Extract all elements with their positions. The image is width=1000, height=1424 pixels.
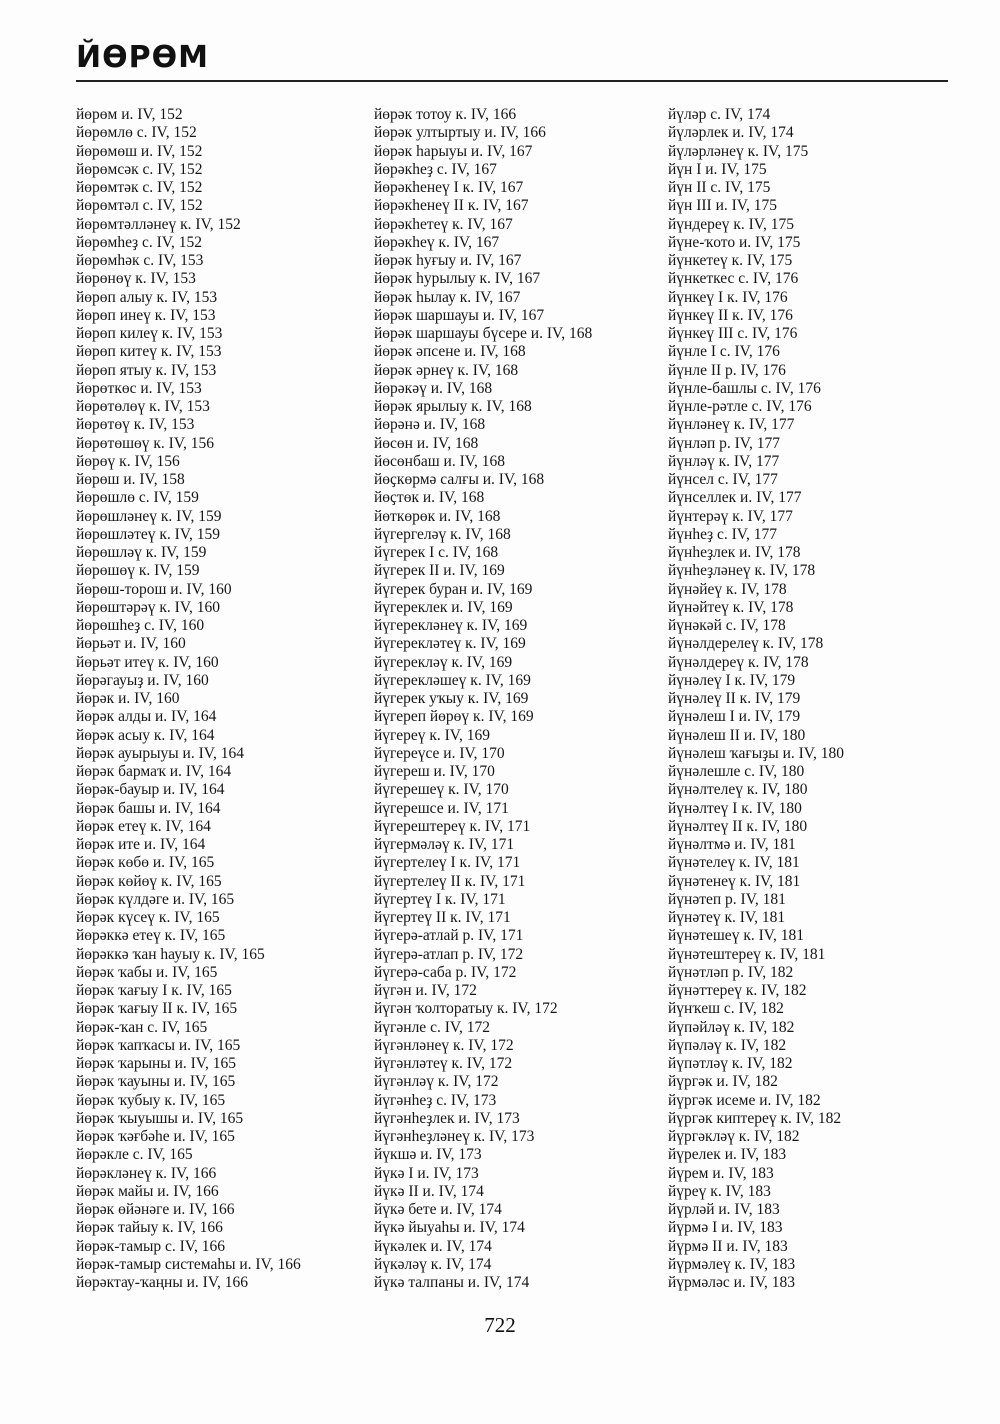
- index-entry: йөрәк ҡабы и. IV, 165: [76, 963, 218, 981]
- index-entry: йөрөү к. IV, 156: [76, 452, 180, 470]
- index-entry: йүгереү к. IV, 169: [374, 726, 490, 744]
- index-entry: йүнәтештереү к. IV, 181: [668, 945, 826, 963]
- index-entry: йөрәк тайыу к. IV, 166: [76, 1219, 223, 1237]
- index-entry: йүн III и. IV, 175: [668, 197, 777, 215]
- index-entry: йүн I и. IV, 175: [668, 160, 767, 178]
- index-entry: йүкә I и. IV, 173: [374, 1164, 479, 1182]
- index-entry: йөрәк әпсене и. IV, 168: [374, 343, 526, 361]
- index-entry: йүләрлек и. IV, 174: [668, 124, 794, 142]
- index-entry: йүгертеү II к. IV, 171: [374, 909, 511, 926]
- index-entry: йүнселлек и. IV, 177: [668, 489, 802, 507]
- index-entry: йөрәк ҡарыны и. IV, 165: [76, 1055, 236, 1072]
- index-entry: йүнле-башлы с. IV, 176: [668, 379, 821, 397]
- index-entry: йөрәк ҡағыу II к. IV, 165: [76, 1000, 238, 1018]
- index-entry: йөрәк ите и. IV, 164: [76, 836, 206, 853]
- index-entry: йөрөп ятыу к. IV, 153: [76, 361, 217, 379]
- index-entry: йөрөшлө с. IV, 159: [76, 489, 199, 507]
- index-entry: йөрөм и. IV, 152: [76, 106, 183, 123]
- index-entry: йүнәттереү к. IV, 182: [668, 982, 807, 999]
- index-entry: йүнҡеш с. IV, 182: [668, 1000, 784, 1018]
- index-entry: йүнәтеп р. IV, 181: [668, 890, 786, 908]
- index-entry: йөрәкле с. IV, 165: [76, 1146, 193, 1164]
- index-entry: йүреү к. IV, 183: [668, 1182, 771, 1200]
- index-entry: йүгерек уҡыу к. IV, 169: [374, 690, 529, 707]
- index-entry: йүнәйеү к. IV, 178: [668, 580, 787, 598]
- index-entry: йүгерә-атлап р. IV, 172: [374, 945, 524, 963]
- index-entry: йөрөмөш и. IV, 152: [76, 142, 203, 160]
- index-entry: йүгерекләтеү к. IV, 169: [374, 635, 526, 653]
- running-head: ЙӨРӨМ: [76, 40, 209, 75]
- index-entry: йүгертеү I к. IV, 171: [374, 890, 506, 908]
- index-entry: йөрөп алыу к. IV, 153: [76, 288, 218, 306]
- index-entry: йүнәтенеү к. IV, 181: [668, 872, 801, 890]
- index-entry: йүгерешсе и. IV, 171: [374, 799, 509, 817]
- index-entry: йөткөрөк и. IV, 168: [374, 507, 501, 525]
- index-entry: йөрәк ҡағыу I к. IV, 165: [76, 982, 232, 999]
- index-entry: йөрәк асыу к. IV, 164: [76, 726, 215, 744]
- index-entry: йөрәк һарыуы и. IV, 167: [374, 142, 533, 160]
- index-entry: йөрәк ултыртыу и. IV, 166: [374, 124, 546, 142]
- index-entry: йүгерек I с. IV, 168: [374, 544, 499, 561]
- index-entry: йүпәләү к. IV, 182: [668, 1036, 787, 1054]
- index-entry: йүнәтләп р. IV, 182: [668, 963, 794, 981]
- index-entry: йүгереш и. IV, 170: [374, 763, 495, 780]
- index-entry: йөрәк әрнеү к. IV, 168: [374, 361, 519, 379]
- index-entry: йөрәк етеү к. IV, 164: [76, 817, 211, 835]
- index-entry: йүрмәлеү к. IV, 183: [668, 1255, 796, 1273]
- index-entry: йүпәйләү к. IV, 182: [668, 1018, 795, 1036]
- index-entry: йөрөшһеҙ с. IV, 160: [76, 617, 205, 634]
- index-entry: йүнләү к. IV, 177: [668, 452, 780, 470]
- index-entry: йүкшә и. IV, 173: [374, 1146, 482, 1164]
- index-entry: йөрәк һурылыу к. IV, 167: [374, 270, 541, 288]
- index-entry: йүнһеҙлек и. IV, 178: [668, 544, 801, 561]
- index-entry: йөрөтөшөү к. IV, 156: [76, 434, 215, 452]
- index-entry: йөрәкәү и. IV, 168: [374, 379, 493, 397]
- index-entry: йөрөтөлөү к. IV, 153: [76, 398, 210, 415]
- index-entry: йүнкеү II к. IV, 176: [668, 306, 793, 324]
- index-entry: йүгереклек и. IV, 169: [374, 598, 513, 616]
- index-entry: йөрьәт итеү к. IV, 160: [76, 653, 219, 671]
- index-entry: йүгән и. IV, 172: [374, 982, 477, 999]
- index-entry: йөрәккә етеү к. IV, 165: [76, 927, 226, 945]
- index-entry: йөрөткөс и. IV, 153: [76, 379, 202, 397]
- index-entry: йөрәк шаршауы бүсере и. IV, 168: [374, 325, 593, 342]
- index-entry: йөрәк көйөү к. IV, 165: [76, 872, 222, 890]
- index-entry: йөрөшләнеү к. IV, 159: [76, 507, 222, 525]
- index-entry: йөрөшләү к. IV, 159: [76, 544, 207, 561]
- index-entry: йөрөштәрәү к. IV, 160: [76, 598, 221, 616]
- page-number: 722: [484, 1313, 516, 1337]
- index-entry: йүкә талпаны и. IV, 174: [374, 1274, 530, 1291]
- index-entry: йөрәк-бауыр и. IV, 164: [76, 781, 225, 799]
- index-entry: йөрәк күлдәге и. IV, 165: [76, 890, 235, 908]
- index-column-3: [668, 106, 844, 1292]
- index-entry: йөрөмсәк с. IV, 152: [76, 160, 203, 178]
- index-entry: йөрьәт и. IV, 160: [76, 635, 186, 653]
- index-entry: йөрәк башы и. IV, 164: [76, 799, 221, 817]
- index-entry: йүнсел с. IV, 177: [668, 471, 778, 488]
- index-entry: йүгәнләнеү к. IV, 172: [374, 1036, 514, 1054]
- header-rule: [76, 80, 948, 82]
- index-entry: йүнәлтеү I к. IV, 180: [668, 799, 802, 817]
- index-entry: йүнәйтеү к. IV, 178: [668, 598, 794, 616]
- index-entry: йөрәкһетеү к. IV, 167: [374, 215, 513, 233]
- index-entry: йүләрләнеү к. IV, 175: [668, 142, 809, 160]
- index-entry: йөрәккә ҡан һауыу к. IV, 165: [76, 945, 265, 963]
- index-entry: йүнәтелеү к. IV, 181: [668, 854, 800, 872]
- index-entry: йөрәкһенеү II к. IV, 167: [374, 197, 529, 215]
- index-entry: йүгерек II и. IV, 169: [374, 562, 505, 580]
- index-entry: йүнле II р. IV, 176: [668, 361, 786, 379]
- index-entry: йүрмәләс и. IV, 183: [668, 1274, 796, 1291]
- index-entry: йөрәк һуғыу и. IV, 167: [374, 252, 522, 269]
- index-entry: йөрәк тотоу к. IV, 166: [374, 106, 517, 123]
- index-entry: йүнкетеү к. IV, 175: [668, 252, 793, 269]
- index-entry: йүгереүсе и. IV, 170: [374, 744, 505, 762]
- index-entry: йөсөн и. IV, 168: [374, 434, 479, 452]
- index-entry: йөрәктау-ҡаңны и. IV, 166: [76, 1274, 249, 1291]
- index-entry: йүгерекләү к. IV, 169: [374, 653, 513, 671]
- index-entry: йөрәк ҡубыу к. IV, 165: [76, 1091, 226, 1109]
- index-entry: йөрөмһеҙ с. IV, 152: [76, 233, 202, 251]
- index-entry: йөрөшөү к. IV, 159: [76, 562, 200, 580]
- index-entry: йөрәнә и. IV, 168: [374, 416, 486, 434]
- index-entry: йөҫтөк и. IV, 168: [374, 489, 485, 507]
- index-entry: йөрәк майы и. IV, 166: [76, 1182, 219, 1200]
- index-entry: йүнәлдереү к. IV, 178: [668, 653, 809, 671]
- index-entry: йүгерекләнеү к. IV, 169: [374, 617, 528, 634]
- index-entry: йөрөмтәлләнеү к. IV, 152: [76, 215, 241, 233]
- index-entry: йөрәк ярылыу к. IV, 168: [374, 398, 532, 415]
- index-entry: йүндереү к. IV, 175: [668, 215, 794, 233]
- index-entry: йүнәлеү I к. IV, 179: [668, 671, 796, 689]
- index-entry: йүргәк киптереү к. IV, 182: [668, 1109, 842, 1127]
- index-column-1: [76, 106, 301, 1292]
- index-entry: йөрөшләтеү к. IV, 159: [76, 525, 221, 543]
- index-entry: йүкә бете и. IV, 174: [374, 1201, 502, 1218]
- index-entry: йөрәк шаршауы и. IV, 167: [374, 306, 545, 324]
- index-entry: йөрөмтәл с. IV, 152: [76, 197, 203, 215]
- index-entry: йүнле-рәтле с. IV, 176: [668, 398, 812, 415]
- index-entry: йөрәк-тамыр системаһы и. IV, 166: [76, 1255, 301, 1273]
- index-entry: йүгәнһеҙ с. IV, 173: [374, 1091, 497, 1109]
- index-entry: йүнәлеш II и. IV, 180: [668, 726, 806, 744]
- index-entry: йөрөш и. IV, 158: [76, 471, 185, 488]
- index-entry: йөрәк ҡыуышы и. IV, 165: [76, 1109, 244, 1127]
- index-entry: йүгәнһеҙләнеү к. IV, 173: [374, 1128, 535, 1145]
- index-entry: йүргәк и. IV, 182: [668, 1073, 778, 1091]
- index-entry: йөрәк өйәнәге и. IV, 166: [76, 1201, 235, 1218]
- index-entry: йүгерә-саба р. IV, 172: [374, 963, 517, 981]
- index-entry: йүгергеләү к. IV, 168: [374, 525, 511, 543]
- index-entry: йүгәнһеҙлек и. IV, 173: [374, 1109, 520, 1127]
- index-entry: йөрәк бармаҡ и. IV, 164: [76, 763, 232, 780]
- index-entry: йүгереп йөрөү к. IV, 169: [374, 708, 534, 726]
- index-entry: йөсөнбаш и. IV, 168: [374, 452, 505, 470]
- index-entry: йөрөмтәк с. IV, 152: [76, 179, 203, 196]
- index-entry: йүнле I с. IV, 176: [668, 343, 780, 361]
- index-entry: йүгәнле с. IV, 172: [374, 1018, 491, 1036]
- index-entry: йүгермәләү к. IV, 171: [374, 836, 515, 853]
- index-entry: йөрәк көбө и. IV, 165: [76, 854, 215, 872]
- index-entry: йүнәтеү к. IV, 181: [668, 909, 786, 926]
- index-entry: йөрәк һылау к. IV, 167: [374, 288, 521, 306]
- index-entry: йүнһеҙләнеү к. IV, 178: [668, 562, 816, 580]
- index-entry: йүнәлтеү II к. IV, 180: [668, 817, 808, 835]
- index-entry: йүгерә-атлай р. IV, 171: [374, 927, 524, 945]
- index-entry: йөрөнөү к. IV, 153: [76, 270, 196, 288]
- index-entry: йүкәләү к. IV, 174: [374, 1255, 492, 1273]
- index-entry: йүнтерәү к. IV, 177: [668, 507, 793, 525]
- index-entry: йүргәкләү к. IV, 182: [668, 1128, 800, 1145]
- index-entry: йүгертелеү II к. IV, 171: [374, 872, 526, 890]
- index-entry: йөрәк-ҡан с. IV, 165: [76, 1018, 208, 1036]
- index-entry: йүкә II и. IV, 174: [374, 1182, 484, 1200]
- index-entry: йөрөмһәк с. IV, 153: [76, 252, 204, 269]
- index-entry: йүнәлтмә и. IV, 181: [668, 836, 796, 853]
- index-entry: йүкәлек и. IV, 174: [374, 1237, 492, 1255]
- index-entry: йүрем и. IV, 183: [668, 1164, 774, 1182]
- index-column-2: [374, 106, 592, 1292]
- index-entry: йүгертелеү I к. IV, 171: [374, 854, 521, 872]
- index-entry: йүрелек и. IV, 183: [668, 1146, 787, 1164]
- index-entry: йүнәлтелеү к. IV, 180: [668, 781, 808, 799]
- index-entry: йүнәлеш I и. IV, 179: [668, 708, 801, 726]
- index-entry: йүнәлеү II к. IV, 179: [668, 690, 801, 707]
- index-entry: йүгәнләү к. IV, 172: [374, 1073, 499, 1091]
- index-entry: йөрәкһеҙ с. IV, 167: [374, 160, 497, 178]
- index-entry: йөрөш-торош и. IV, 160: [76, 580, 232, 598]
- index-entry: йөрәгауыҙ и. IV, 160: [76, 671, 209, 689]
- index-entry: йүнкеү I к. IV, 176: [668, 288, 788, 306]
- index-entry: йүнһеҙ с. IV, 177: [668, 525, 777, 543]
- index-entry: йөрәк ҡапҡасы и. IV, 165: [76, 1036, 241, 1054]
- index-entry: йүн II с. IV, 175: [668, 179, 771, 196]
- index-entry: йөрәк күсеү к. IV, 165: [76, 909, 220, 926]
- index-entry: йөрәк-тамыр с. IV, 166: [76, 1237, 226, 1255]
- index-entry: йүнкеткес с. IV, 176: [668, 270, 799, 288]
- index-entry: йүргәк исеме и. IV, 182: [668, 1091, 821, 1109]
- index-entry: йүләр с. IV, 174: [668, 106, 771, 123]
- index-entry: йүнләнеү к. IV, 177: [668, 416, 795, 434]
- index-entry: йөрәкһеү к. IV, 167: [374, 233, 500, 251]
- index-entry: йүгерекләшеү к. IV, 169: [374, 671, 531, 689]
- index-entry: йүнләп р. IV, 177: [668, 434, 780, 452]
- index-entry: йүнәкәй с. IV, 178: [668, 617, 786, 634]
- index-entry: йүрмә I и. IV, 183: [668, 1219, 783, 1237]
- index-entry: йөҫкөрмә салғы и. IV, 168: [374, 471, 545, 488]
- index-entry: йүнәлешле с. IV, 180: [668, 763, 805, 780]
- index-entry: йүнкеү III с. IV, 176: [668, 325, 798, 342]
- index-entry: йүкә йыуаһы и. IV, 174: [374, 1219, 525, 1237]
- index-entry: йөрәкләнеү к. IV, 166: [76, 1164, 217, 1182]
- index-entry: йөрәк ауырыуы и. IV, 164: [76, 744, 244, 762]
- index-entry: йөрөп килеү к. IV, 153: [76, 325, 223, 342]
- index-entry: йүрләй и. IV, 183: [668, 1201, 780, 1218]
- index-entry: йүгерештереү к. IV, 171: [374, 817, 531, 835]
- index-entry: йөрәк и. IV, 160: [76, 690, 180, 707]
- index-entry: йүрмә II и. IV, 183: [668, 1237, 788, 1255]
- index-entry: йүнәлеш ҡағыҙы и. IV, 180: [668, 744, 844, 762]
- index-entry: йөрөп китеү к. IV, 153: [76, 343, 222, 361]
- index-entry: йүпәтләү к. IV, 182: [668, 1055, 793, 1072]
- index-entry: йүгәнләтеү к. IV, 172: [374, 1055, 513, 1072]
- index-entry: йөрәк алды и. IV, 164: [76, 708, 217, 726]
- index-entry: йүгерек буран и. IV, 169: [374, 580, 533, 598]
- index-entry: йөрәкһенеү I к. IV, 167: [374, 179, 524, 196]
- index-entry: йөрөп инеү к. IV, 153: [76, 306, 216, 324]
- index-entry: йөрәк ҡәғбәһе и. IV, 165: [76, 1128, 235, 1145]
- index-entry: йөрәк ҡауыны и. IV, 165: [76, 1073, 236, 1091]
- index-entry: йүнәлдерелеү к. IV, 178: [668, 635, 824, 653]
- index-entry: йүгерешеү к. IV, 170: [374, 781, 509, 799]
- index-entry: йүгән ҡолторатыу к. IV, 172: [374, 1000, 558, 1018]
- index-entry: йөрөмлө с. IV, 152: [76, 124, 197, 142]
- index-entry: йүне-ҡото и. IV, 175: [668, 233, 801, 251]
- index-entry: йөрөтөү к. IV, 153: [76, 416, 195, 434]
- index-entry: йүнәтешеү к. IV, 181: [668, 927, 804, 945]
